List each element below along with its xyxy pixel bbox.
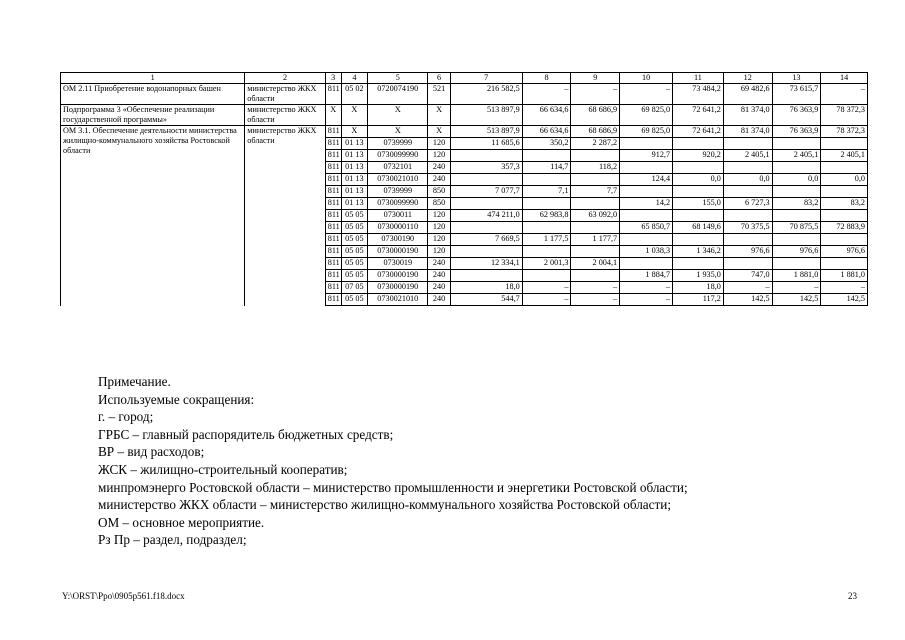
table-cell: – xyxy=(522,282,571,294)
table-cell: 811 xyxy=(325,282,341,294)
table-cell: Х xyxy=(368,126,428,138)
column-header: 11 xyxy=(673,73,724,84)
table-cell xyxy=(620,162,673,174)
table-cell: – xyxy=(620,294,673,306)
table-cell: 2 405,1 xyxy=(821,150,868,162)
table-cell: 18,0 xyxy=(450,282,522,294)
table-cell: 513 897,9 xyxy=(450,126,522,138)
table-cell: 05 05 xyxy=(341,294,367,306)
table-cell xyxy=(821,138,868,150)
abbreviation-item: г. – город; xyxy=(98,409,154,425)
table-cell: 78 372,3 xyxy=(821,105,868,126)
table-cell: 0730019 xyxy=(368,258,428,270)
table-cell: Х xyxy=(341,105,367,126)
table-cell: 0730021010 xyxy=(368,294,428,306)
table-cell: 68 686,9 xyxy=(571,105,620,126)
table-cell: 0730000110 xyxy=(368,222,428,234)
table-cell xyxy=(450,150,522,162)
column-header: 13 xyxy=(772,73,821,84)
table-cell: 240 xyxy=(428,174,450,186)
table-cell: 7 669,5 xyxy=(450,234,522,246)
column-header: 6 xyxy=(428,73,450,84)
table-cell: 05 05 xyxy=(341,246,367,258)
table-cell: 120 xyxy=(428,210,450,222)
table-cell: Подпрограмма 3 «Обеспечение реализации государственной программы» xyxy=(61,105,245,126)
table-cell: – xyxy=(821,282,868,294)
table-cell xyxy=(673,234,724,246)
table-cell: – xyxy=(571,294,620,306)
table-cell: 811 xyxy=(325,84,341,105)
table-cell: 05 05 xyxy=(341,258,367,270)
table-cell: 69 825,0 xyxy=(620,105,673,126)
table-cell xyxy=(673,258,724,270)
table-cell: Х xyxy=(368,105,428,126)
note-title: Примечание. xyxy=(98,374,171,389)
table-cell xyxy=(821,234,868,246)
table-row xyxy=(61,105,868,126)
table-cell: 811 xyxy=(325,126,341,138)
file-path: Y:\ORST\Ppo\0905p561.f18.docx xyxy=(62,591,185,601)
table-cell: 76 363,9 xyxy=(772,105,821,126)
column-header: 4 xyxy=(341,73,367,84)
table-cell xyxy=(620,234,673,246)
table-cell xyxy=(772,162,821,174)
table-cell: 155,0 xyxy=(673,198,724,210)
table-cell: 120 xyxy=(428,138,450,150)
table-cell: министерство ЖКХ области xyxy=(245,105,325,126)
table-cell: 1 881,0 xyxy=(772,270,821,282)
column-header: 3 xyxy=(325,73,341,84)
table-cell: 73 615,7 xyxy=(772,84,821,105)
table-cell xyxy=(571,222,620,234)
table-cell: 811 xyxy=(325,198,341,210)
abbreviations-heading: Используемые сокращения: xyxy=(98,391,255,407)
table-cell: 18,0 xyxy=(673,282,724,294)
table-cell: 14,2 xyxy=(620,198,673,210)
table-cell: 6 727,3 xyxy=(723,198,772,210)
table-cell: ОМ 2.11 Приобретение водонапорных башен xyxy=(61,84,245,105)
table-cell: 350,2 xyxy=(522,138,571,150)
table-cell: 0739999 xyxy=(368,138,428,150)
table-row xyxy=(61,126,868,138)
table-cell: 72 883,9 xyxy=(821,222,868,234)
table-cell: 63 092,0 xyxy=(571,210,620,222)
table-cell: 1 346,2 xyxy=(673,246,724,258)
table-cell: 1 935,0 xyxy=(673,270,724,282)
table-cell: 120 xyxy=(428,222,450,234)
table-cell: 2 287,2 xyxy=(571,138,620,150)
table-cell: 69 482,6 xyxy=(723,84,772,105)
table-cell: 01 13 xyxy=(341,150,367,162)
column-header: 14 xyxy=(821,73,868,84)
table-cell: 2 001,3 xyxy=(522,258,571,270)
table-cell: 7 077,7 xyxy=(450,186,522,198)
table-cell: 01 13 xyxy=(341,198,367,210)
table-cell: Х xyxy=(428,126,450,138)
table-cell: 811 xyxy=(325,210,341,222)
abbreviation-item: минпромэнерго Ростовской области – министерство промышленности и энергетики Ростовской области; xyxy=(98,479,688,495)
abbreviation-item: ЖСК – жилищно-строительный кооператив; xyxy=(98,461,348,477)
table-cell: 0,0 xyxy=(821,174,868,186)
table-cell: – xyxy=(821,84,868,105)
table-cell xyxy=(571,150,620,162)
table-cell: 05 02 xyxy=(341,84,367,105)
table-cell: 240 xyxy=(428,258,450,270)
table-cell xyxy=(821,162,868,174)
table-cell xyxy=(723,186,772,198)
table-cell: 142,5 xyxy=(723,294,772,306)
table-cell: – xyxy=(571,84,620,105)
table-cell: ОМ 3.1. Обеспечение деятельности министерства жилищно-коммунального хозяйства Ростовской области xyxy=(61,126,245,306)
table-cell: Х xyxy=(428,105,450,126)
table-cell: 81 374,0 xyxy=(723,126,772,138)
table-cell: 0,0 xyxy=(772,174,821,186)
table-cell: 142,5 xyxy=(772,294,821,306)
table-cell: 976,6 xyxy=(772,246,821,258)
table-cell: 240 xyxy=(428,282,450,294)
table-cell: 811 xyxy=(325,234,341,246)
table-cell: 78 372,3 xyxy=(821,126,868,138)
abbreviation-item: ОМ – основное мероприятие. xyxy=(98,514,265,530)
table-cell: 240 xyxy=(428,270,450,282)
table-cell: 240 xyxy=(428,162,450,174)
table-cell xyxy=(673,186,724,198)
table-cell xyxy=(673,138,724,150)
table-cell: 118,2 xyxy=(571,162,620,174)
table-cell: 12 334,1 xyxy=(450,258,522,270)
table-cell xyxy=(723,258,772,270)
table-cell: 1 177,7 xyxy=(571,234,620,246)
notes-section xyxy=(98,373,688,549)
table-cell: 0,0 xyxy=(723,174,772,186)
table-cell: 01 13 xyxy=(341,138,367,150)
abbreviation-item: министерство ЖКХ области – министерство жилищно-коммунального хозяйства Ростовской области; xyxy=(98,497,671,513)
table-cell: министерство ЖКХ области xyxy=(245,126,325,306)
column-header: 9 xyxy=(571,73,620,84)
table-cell: 73 484,2 xyxy=(673,84,724,105)
table-cell: 0739999 xyxy=(368,186,428,198)
table-cell xyxy=(821,210,868,222)
column-header: 5 xyxy=(368,73,428,84)
table-cell: 2 004,1 xyxy=(571,258,620,270)
table-cell: 05 05 xyxy=(341,210,367,222)
table-cell: 70 375,5 xyxy=(723,222,772,234)
table-cell: 0730000190 xyxy=(368,282,428,294)
table-cell: 76 363,9 xyxy=(772,126,821,138)
table-cell: – xyxy=(522,84,571,105)
table-cell: 920,2 xyxy=(673,150,724,162)
table-cell xyxy=(723,138,772,150)
table-cell xyxy=(620,210,673,222)
table-cell: 811 xyxy=(325,174,341,186)
table-cell: 912,7 xyxy=(620,150,673,162)
table-cell xyxy=(522,246,571,258)
table-cell xyxy=(450,246,522,258)
table-cell: 65 850,7 xyxy=(620,222,673,234)
table-cell: – xyxy=(772,282,821,294)
table-cell: 83,2 xyxy=(821,198,868,210)
table-cell: 66 634,6 xyxy=(522,105,571,126)
table-cell xyxy=(522,270,571,282)
table-cell xyxy=(522,222,571,234)
table-cell: 114,7 xyxy=(522,162,571,174)
column-header: 12 xyxy=(723,73,772,84)
table-cell: 142,5 xyxy=(821,294,868,306)
table-cell xyxy=(723,162,772,174)
page-number: 23 xyxy=(848,591,857,601)
table-cell: 07300190 xyxy=(368,234,428,246)
table-cell: 72 641,2 xyxy=(673,105,724,126)
table-cell: 2 405,1 xyxy=(772,150,821,162)
column-header: 8 xyxy=(522,73,571,84)
table-cell xyxy=(522,174,571,186)
table-cell: 2 405,1 xyxy=(723,150,772,162)
column-header: 2 xyxy=(245,73,325,84)
table-cell xyxy=(450,174,522,186)
table-cell: – xyxy=(522,294,571,306)
table-cell: 120 xyxy=(428,150,450,162)
table-cell xyxy=(772,234,821,246)
table-cell: 0720074190 xyxy=(368,84,428,105)
table-cell xyxy=(772,138,821,150)
table-cell: 811 xyxy=(325,246,341,258)
table-cell: 811 xyxy=(325,222,341,234)
table-row xyxy=(61,84,868,105)
abbreviation-item: Рз Пр – раздел, подраздел; xyxy=(98,532,247,548)
table-cell: 747,0 xyxy=(723,270,772,282)
table-cell: 513 897,9 xyxy=(450,105,522,126)
table-cell: 811 xyxy=(325,138,341,150)
table-cell: 0730000190 xyxy=(368,270,428,282)
table-cell: министерство ЖКХ области xyxy=(245,84,325,105)
table-cell xyxy=(772,258,821,270)
table-cell: Х xyxy=(341,126,367,138)
table-cell: 544,7 xyxy=(450,294,522,306)
table-cell: 7,1 xyxy=(522,186,571,198)
table-cell: 976,6 xyxy=(723,246,772,258)
table-cell xyxy=(522,150,571,162)
table-cell xyxy=(620,258,673,270)
table-cell xyxy=(571,270,620,282)
table-cell: 117,2 xyxy=(673,294,724,306)
table-cell: 05 05 xyxy=(341,270,367,282)
table-cell: 68 686,9 xyxy=(571,126,620,138)
table-cell xyxy=(673,162,724,174)
table-cell: 05 05 xyxy=(341,222,367,234)
table-cell: 1 881,0 xyxy=(821,270,868,282)
table-cell: 05 05 xyxy=(341,234,367,246)
table-cell: 83,2 xyxy=(772,198,821,210)
table-cell xyxy=(723,234,772,246)
table-cell: 474 211,0 xyxy=(450,210,522,222)
table-cell: 850 xyxy=(428,198,450,210)
table-cell: 62 983,8 xyxy=(522,210,571,222)
table-cell xyxy=(821,258,868,270)
table-cell: – xyxy=(620,84,673,105)
table-cell: 357,3 xyxy=(450,162,522,174)
column-header: 1 xyxy=(61,73,245,84)
table-cell xyxy=(620,186,673,198)
table-cell: 66 634,6 xyxy=(522,126,571,138)
table-cell: 0730000190 xyxy=(368,246,428,258)
table-cell: 811 xyxy=(325,150,341,162)
table-cell: 1 884,7 xyxy=(620,270,673,282)
table-cell: 1 177,5 xyxy=(522,234,571,246)
table-cell: 01 13 xyxy=(341,162,367,174)
table-cell: 07 05 xyxy=(341,282,367,294)
table-cell xyxy=(450,198,522,210)
table-cell xyxy=(772,186,821,198)
table-cell: 11 685,6 xyxy=(450,138,522,150)
table-cell: 976,6 xyxy=(821,246,868,258)
budget-table xyxy=(60,72,868,306)
table-cell: 68 149,6 xyxy=(673,222,724,234)
table-cell: 0,0 xyxy=(673,174,724,186)
table-cell xyxy=(571,198,620,210)
table-cell: 0730011 xyxy=(368,210,428,222)
table-cell: 120 xyxy=(428,234,450,246)
table-cell xyxy=(821,186,868,198)
table-cell: 1 038,3 xyxy=(620,246,673,258)
table-cell: 811 xyxy=(325,270,341,282)
table-cell xyxy=(723,210,772,222)
table-cell: 01 13 xyxy=(341,186,367,198)
table-cell: 120 xyxy=(428,246,450,258)
table-cell: 72 641,2 xyxy=(673,126,724,138)
table-cell: Х xyxy=(325,105,341,126)
table-cell: 0730099990 xyxy=(368,198,428,210)
table-cell: 811 xyxy=(325,162,341,174)
table-cell xyxy=(571,174,620,186)
table-cell: 811 xyxy=(325,186,341,198)
table-cell xyxy=(772,210,821,222)
table-cell: 0730021010 xyxy=(368,174,428,186)
table-cell: 216 582,5 xyxy=(450,84,522,105)
table-cell: 0732101 xyxy=(368,162,428,174)
table-cell xyxy=(450,270,522,282)
table-cell: 70 875,5 xyxy=(772,222,821,234)
abbreviation-item: ВР – вид расходов; xyxy=(98,444,205,460)
table-cell: 811 xyxy=(325,258,341,270)
table-cell xyxy=(522,198,571,210)
table-cell: 850 xyxy=(428,186,450,198)
table-cell xyxy=(620,138,673,150)
column-header: 10 xyxy=(620,73,673,84)
table-cell xyxy=(673,210,724,222)
table-cell: – xyxy=(620,282,673,294)
table-cell: – xyxy=(571,282,620,294)
abbreviation-item: ГРБС – главный распорядитель бюджетных средств; xyxy=(98,426,394,442)
table-cell: 240 xyxy=(428,294,450,306)
table-cell: 81 374,0 xyxy=(723,105,772,126)
table-cell: 7,7 xyxy=(571,186,620,198)
column-header: 7 xyxy=(450,73,522,84)
table-cell: 69 825,0 xyxy=(620,126,673,138)
table-cell: 01 13 xyxy=(341,174,367,186)
table-cell xyxy=(571,246,620,258)
table-cell: 521 xyxy=(428,84,450,105)
table-header-row xyxy=(61,73,868,84)
table-cell: 811 xyxy=(325,294,341,306)
table-cell xyxy=(450,222,522,234)
table-cell: 0730099990 xyxy=(368,150,428,162)
table-cell: – xyxy=(723,282,772,294)
table-cell: 124,4 xyxy=(620,174,673,186)
